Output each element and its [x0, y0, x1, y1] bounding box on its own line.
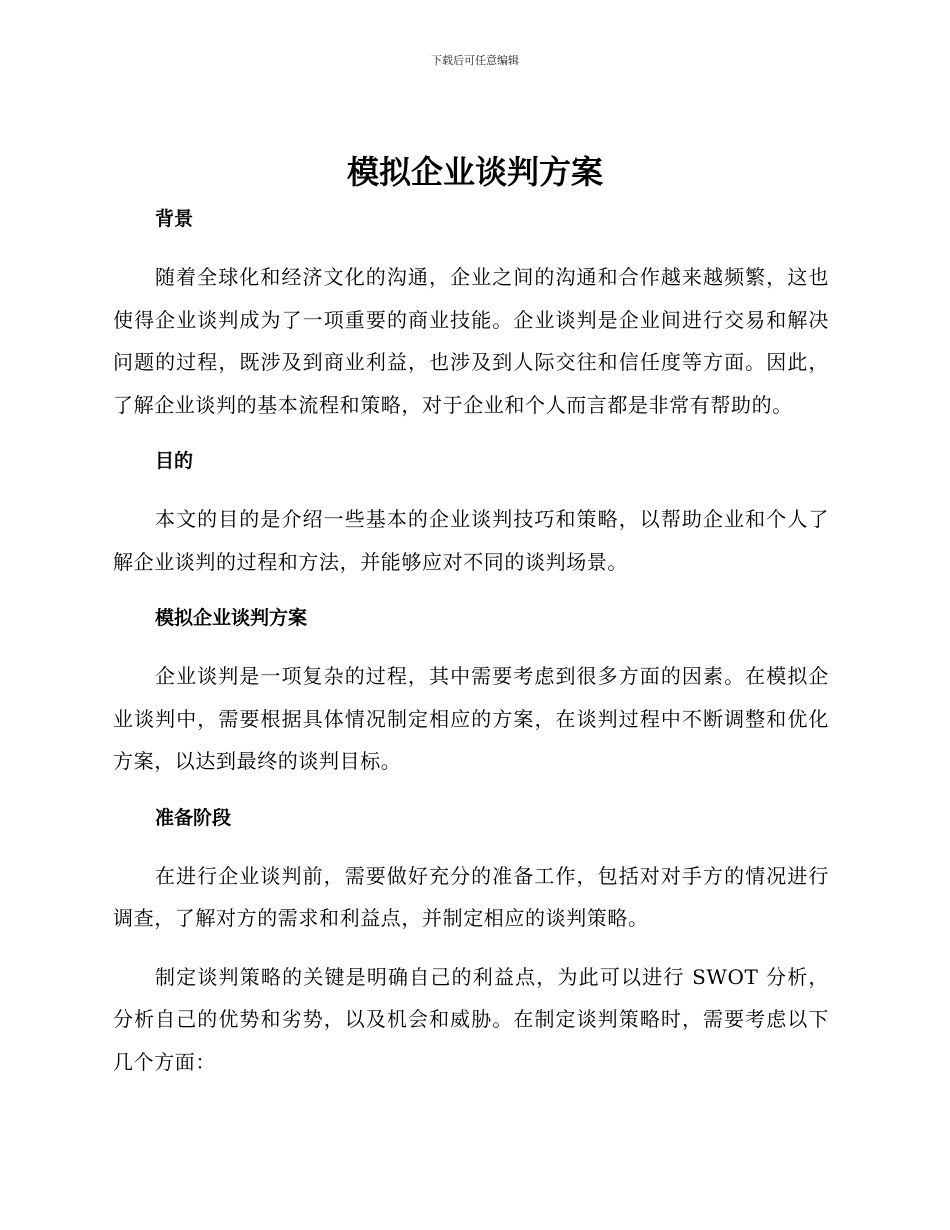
document-body	[113, 200, 829, 1083]
section-heading-background: 背景	[155, 208, 194, 230]
paragraph-preparation-2: 制定谈判策略的关键是明确自己的利益点，为此可以进行 SWOT 分析，分析自己的优势和劣势，以及机会和威胁。在制定谈判策略时，需要考虑以下几个方面：	[113, 964, 829, 1074]
page-header: 下载后可任意编辑	[431, 54, 519, 67]
paragraph-plan: 企业谈判是一项复杂的过程，其中需要考虑到很多方面的因素。在模拟企业谈判中，需要根据具体情况制定相应的方案，在谈判过程中不断调整和优化方案，以达到最终的谈判目标。	[113, 664, 829, 773]
section-heading-purpose: 目的	[155, 450, 194, 472]
section-heading-plan: 模拟企业谈判方案	[155, 607, 308, 629]
paragraph-purpose: 本文的目的是介绍一些基本的企业谈判技巧和策略，以帮助企业和个人了解企业谈判的过程和方法，并能够应对不同的谈判场景。	[113, 507, 829, 574]
document-title: 模拟企业谈判方案	[346, 153, 603, 191]
section-heading-preparation: 准备阶段	[155, 806, 232, 829]
paragraph-background: 随着全球化和经济文化的沟通，企业之间的沟通和合作越来越频繁，这也使得企业谈判成为了一项重要的商业技能。企业谈判是企业间进行交易和解决问题的过程，既涉及到商业利益，也涉及到人际交往和信任度等方面。因此，了解企业谈判的基本流程和策略，对于企业和个人而言都是非常有帮助的。	[113, 265, 829, 417]
paragraph-preparation-1: 在进行企业谈判前，需要做好充分的准备工作，包括对对手方的情况进行调查，了解对方的需求和利益点，并制定相应的谈判策略。	[113, 863, 829, 930]
